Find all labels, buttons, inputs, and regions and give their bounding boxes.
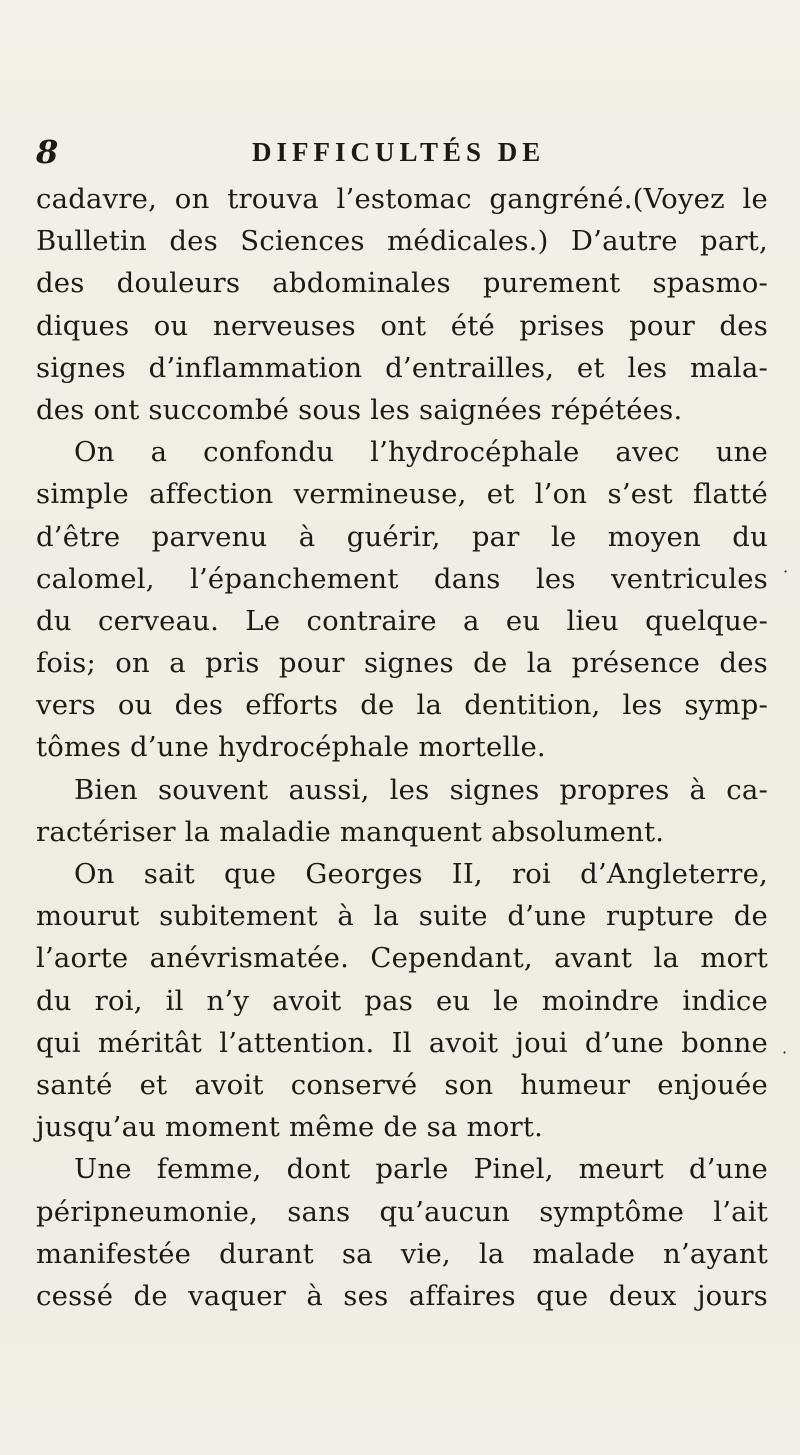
text-line: santé et avoit conservé son humeur enjouée xyxy=(36,1068,768,1101)
text-line: ractériser la maladie manquent absolument. xyxy=(36,815,665,848)
text-line: l’aorte anévrismatée. Cependant, avant la mort xyxy=(36,942,768,975)
text-line: tômes d’une hydrocéphale mortelle. xyxy=(36,731,546,764)
text-line: fois; on a pris pour signes de la présence des xyxy=(36,647,768,680)
text-line: des douleurs abdominales purement spasmo- xyxy=(36,267,768,300)
text-line: d’être parvenu à guérir, par le moyen du xyxy=(36,520,768,553)
margin-speck: · xyxy=(782,1043,788,1062)
text-line: diques ou nerveuses ont été prises pour des xyxy=(36,309,768,342)
text-line: vers ou des efforts de la dentition, les symp- xyxy=(36,689,768,722)
text-line: simple affection vermineuse, et l’on s’est flatté xyxy=(36,478,768,511)
page-number: 8 xyxy=(36,133,59,171)
running-title: DIFFICULTÉS DE xyxy=(252,137,546,167)
text-line: qui méritât l’attention. Il avoit joui d’une bonne xyxy=(36,1026,768,1059)
paragraph-start-line: Une femme, dont parle Pinel, meurt d’une xyxy=(74,1153,768,1186)
margin-speck: · xyxy=(783,562,789,581)
text-line: cessé de vaquer à ses affaires que deux jours xyxy=(36,1279,768,1312)
text-line: calomel, l’épanchement dans les ventricules xyxy=(36,562,768,595)
text-line: signes d’inflammation d’entrailles, et les mala- xyxy=(36,351,768,384)
text-line: péripneumonie, sans qu’aucun symptôme l’ait xyxy=(36,1195,768,1228)
text-line: cadavre, on trouva l’estomac gangréné.(Voyez le xyxy=(36,183,768,215)
text-line: jusqu’au moment même de sa mort. xyxy=(36,1111,544,1144)
text-line: Bulletin des Sciences médicales.) D’autre part, xyxy=(36,225,768,258)
text-line: des ont succombé sous les saignées répétées. xyxy=(36,393,683,426)
text-line: du cerveau. Le contraire a eu lieu quelque- xyxy=(36,604,768,637)
text-line: manifestée durant sa vie, la malade n’ayant xyxy=(36,1237,768,1270)
text-line: mourut subitement à la suite d’une rupture de xyxy=(36,900,768,933)
paragraph-start-line: On a confondu l’hydrocéphale avec une xyxy=(74,436,768,469)
paragraph-start-line: On sait que Georges II, roi d’Angleterre, xyxy=(74,858,768,890)
running-head xyxy=(36,132,766,172)
body-text xyxy=(36,178,768,1317)
text-line: du roi, il n’y avoit pas eu le moindre indice xyxy=(36,984,768,1017)
paragraph-start-line: Bien souvent aussi, les signes propres à ca- xyxy=(74,773,768,806)
